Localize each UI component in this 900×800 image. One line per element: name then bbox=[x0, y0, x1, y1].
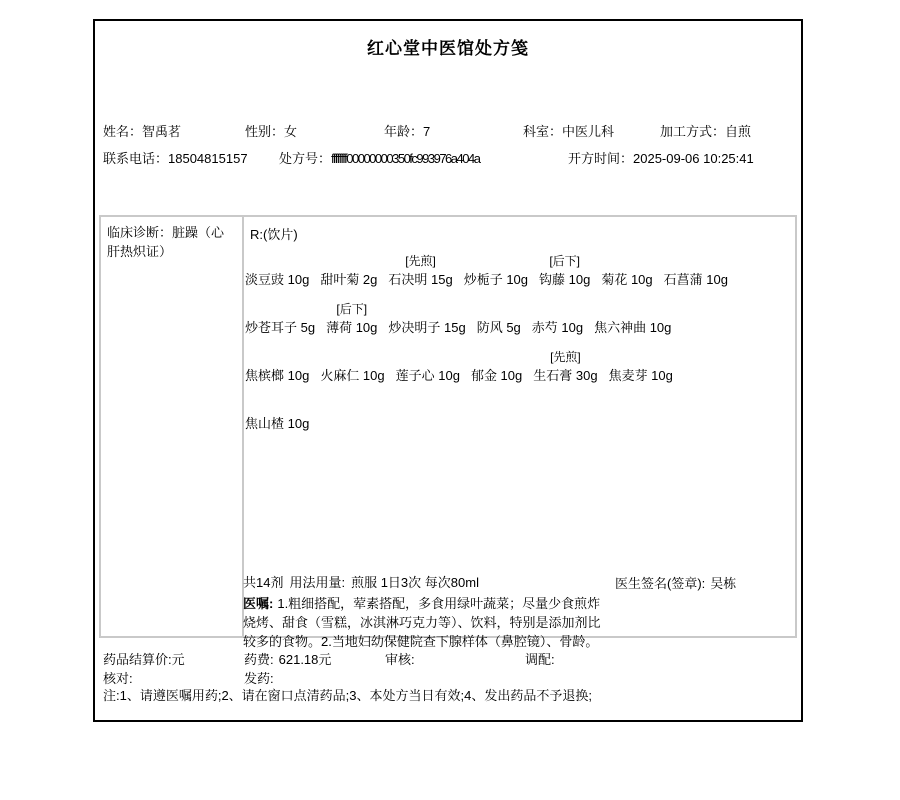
prescription-number-label: 处方号： bbox=[279, 151, 332, 166]
phone-label: 联系电话： bbox=[103, 151, 169, 166]
settlement-price-value: 元 bbox=[171, 652, 185, 667]
department-value: 中医儿科 bbox=[562, 124, 615, 139]
patient-name-label: 姓名： bbox=[103, 124, 143, 139]
herb-item bbox=[245, 252, 309, 288]
doctor-advice bbox=[243, 594, 611, 651]
issue-time-label: 开方时间： bbox=[568, 151, 634, 166]
herb-name-qty: 钩藤 10g bbox=[539, 272, 591, 287]
herb-item bbox=[396, 348, 460, 384]
doctor-signature bbox=[615, 576, 736, 592]
herb-name-qty: 防风 5g bbox=[476, 320, 521, 335]
herb-name-qty: 赤芍 10g bbox=[531, 320, 584, 335]
issue-time-value: 2025-09-06 10:25:41 bbox=[633, 151, 754, 166]
prescription-number-value: ffffffff00000000350fc993976a404a bbox=[331, 151, 480, 166]
herb-name-qty: 淡豆豉 10g bbox=[245, 272, 310, 287]
phone-value: 18504815157 bbox=[168, 151, 248, 166]
patient-age-field bbox=[384, 124, 430, 140]
herb-row bbox=[245, 396, 801, 432]
phone-field bbox=[103, 151, 248, 167]
herb-decoction-tag bbox=[320, 348, 384, 368]
doctor-advice-label: 医嘱: bbox=[243, 596, 274, 611]
herb-decoction-tag: [先煎] bbox=[405, 254, 436, 268]
herb-item bbox=[664, 252, 728, 288]
herb-decoction-tag bbox=[245, 396, 309, 416]
herb-item bbox=[245, 300, 315, 336]
herb-item bbox=[320, 348, 384, 384]
herb-decoction-tag bbox=[320, 252, 377, 272]
herb-item bbox=[609, 348, 673, 384]
herb-decoction-tag bbox=[609, 348, 673, 368]
herb-decoction-tag bbox=[245, 348, 309, 368]
dose-count: 共14剂 bbox=[243, 575, 284, 590]
clinical-diagnosis bbox=[107, 223, 231, 261]
herb-item bbox=[388, 252, 452, 288]
audit-field bbox=[385, 652, 415, 668]
diagnosis-value: 脏躁（心肝热炽证） bbox=[107, 225, 225, 259]
herb-list bbox=[245, 252, 801, 444]
dispense-label: 发药: bbox=[244, 671, 274, 686]
patient-gender-value: 女 bbox=[284, 124, 298, 139]
herb-name-qty: 生石膏 30g bbox=[533, 368, 598, 383]
herb-decoction-tag bbox=[245, 252, 309, 272]
check-label: 核对: bbox=[103, 671, 133, 686]
doctor-signature-label: 医生签名(签章): bbox=[615, 576, 706, 591]
dispense-field bbox=[244, 671, 274, 687]
herb-name-qty: 菊花 10g bbox=[601, 272, 653, 287]
herb-name-qty: 莲子心 10g bbox=[395, 368, 460, 383]
processing-method-value: 自煎 bbox=[725, 124, 752, 139]
doctor-signature-value: 吴栋 bbox=[710, 576, 737, 591]
herb-item bbox=[477, 300, 521, 336]
herb-name-qty: 炒决明子 15g bbox=[388, 320, 466, 335]
herb-name-qty: 石决明 15g bbox=[388, 272, 453, 287]
herb-name-qty: 焦六神曲 10g bbox=[594, 320, 672, 335]
herb-item bbox=[532, 300, 583, 336]
herb-name-qty: 石菖蒲 10g bbox=[663, 272, 728, 287]
page-title: 红心堂中医馆处方笺 bbox=[367, 39, 529, 58]
herb-item bbox=[539, 252, 590, 288]
herb-decoction-tag bbox=[245, 300, 315, 320]
footer-note: 注:1、请遵医嘱用药;2、请在窗口点清药品;3、本处方当日有效;4、发出药品不予退换; bbox=[103, 688, 592, 703]
herb-item bbox=[245, 396, 309, 432]
herb-name-qty: 郁金 10g bbox=[470, 368, 523, 383]
settlement-price-field bbox=[103, 652, 185, 668]
medicine-fee-label: 药费: bbox=[244, 652, 274, 667]
dispensing-prep-field bbox=[525, 652, 555, 668]
rx-box-column-divider bbox=[242, 217, 244, 636]
herb-item bbox=[326, 300, 377, 336]
herb-row bbox=[245, 300, 801, 336]
prescription-number-field bbox=[279, 151, 479, 167]
patient-name-field bbox=[103, 124, 181, 140]
herb-name-qty: 焦槟榔 10g bbox=[245, 368, 310, 383]
patient-age-value: 7 bbox=[423, 124, 431, 139]
issue-time-field bbox=[568, 151, 754, 167]
dispensing-prep-label: 调配: bbox=[525, 652, 555, 667]
herb-name-qty: 火麻仁 10g bbox=[320, 368, 385, 383]
usage-label: 用法用量: bbox=[289, 575, 346, 590]
herb-item bbox=[471, 348, 522, 384]
herb-row bbox=[245, 348, 801, 384]
herb-decoction-tag bbox=[388, 300, 465, 320]
herb-name-qty: 焦麦芽 10g bbox=[608, 368, 673, 383]
herb-decoction-tag: [后下] bbox=[336, 302, 368, 316]
herb-item bbox=[388, 300, 465, 336]
herb-name-qty: 炒苍耳子 5g bbox=[245, 320, 316, 335]
processing-method-label: 加工方式： bbox=[660, 124, 726, 139]
medicine-fee-value: 621.18元 bbox=[278, 652, 332, 667]
patient-gender-field bbox=[245, 124, 297, 140]
herb-decoction-tag bbox=[477, 300, 521, 320]
herb-item bbox=[464, 252, 528, 288]
herb-decoction-tag bbox=[664, 252, 728, 272]
check-field bbox=[103, 671, 133, 687]
herb-name-qty: 炒栀子 10g bbox=[463, 272, 529, 287]
herb-decoction-tag bbox=[601, 252, 652, 272]
herb-decoction-tag bbox=[594, 300, 671, 320]
herb-item bbox=[533, 348, 597, 384]
settlement-price-label: 药品结算价: bbox=[103, 652, 172, 667]
herb-item bbox=[601, 252, 652, 288]
herb-item bbox=[320, 252, 377, 288]
herb-name-qty: 焦山楂 10g bbox=[245, 416, 310, 431]
herb-decoction-tag bbox=[396, 348, 460, 368]
patient-age-label: 年龄： bbox=[384, 124, 424, 139]
patient-name-value: 智禹茗 bbox=[142, 124, 182, 139]
herb-name-qty: 甜叶菊 2g bbox=[320, 272, 378, 287]
usage-value: 煎服 1日3次 每次80ml bbox=[351, 575, 479, 590]
rx-header: R:(饮片) bbox=[250, 227, 298, 242]
audit-label: 审核: bbox=[385, 652, 415, 667]
herb-item bbox=[245, 348, 309, 384]
department-field bbox=[523, 124, 614, 140]
processing-method-field bbox=[660, 124, 751, 140]
doctor-advice-text: 1.粗细搭配，荤素搭配，多食用绿叶蔬菜；尽量少食煎炸烧烤、甜食（雪糕，冰淇淋巧克力等）、饮料，特别是添加剂比较多的食物。2.当地妇幼保健院查下腺样体（鼻腔镜）、骨龄。 bbox=[243, 596, 601, 649]
patient-gender-label: 性别： bbox=[245, 124, 285, 139]
herb-decoction-tag: [先煎] bbox=[550, 350, 581, 364]
herb-item bbox=[594, 300, 671, 336]
herb-name-qty: 薄荷 10g bbox=[326, 320, 378, 335]
medicine-fee-field bbox=[244, 652, 331, 668]
herb-decoction-tag: [后下] bbox=[549, 254, 580, 268]
herb-decoction-tag bbox=[471, 348, 522, 368]
department-label: 科室： bbox=[523, 124, 563, 139]
herb-decoction-tag bbox=[532, 300, 583, 320]
usage-line bbox=[243, 575, 479, 591]
herb-row bbox=[245, 252, 801, 288]
herb-decoction-tag bbox=[464, 252, 528, 272]
diagnosis-label: 临床诊断： bbox=[107, 225, 173, 240]
